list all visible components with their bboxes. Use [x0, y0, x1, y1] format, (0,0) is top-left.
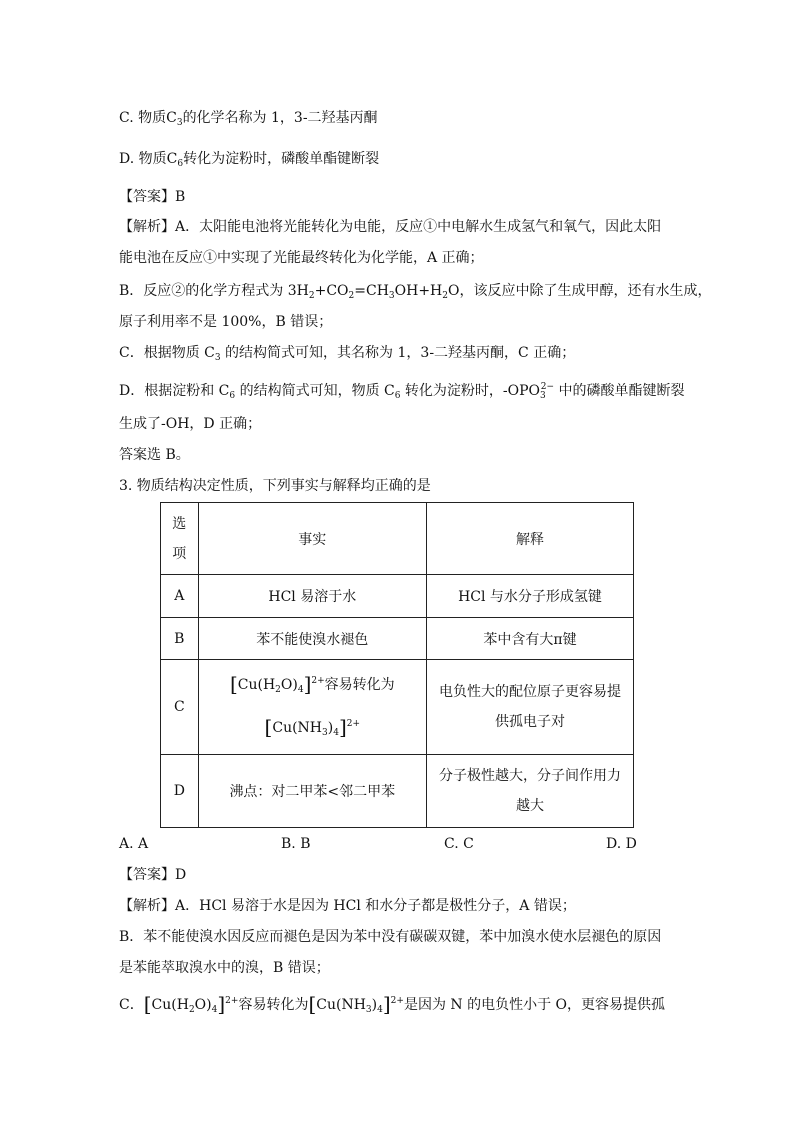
answer-choices: [119, 836, 635, 854]
analysis-2-line-a: 【解析】A．HCl 易溶于水是因为 HCl 和水分子都是极性分子，A 错误；: [119, 898, 576, 914]
analysis-2-line-c: C．$[Cu(H_2O)_4]^{2+}$容易转化为$[Cu(NH_3)_4]^{2+}$是因为 N 的电负性小于 O，更容易提供孤: [119, 992, 666, 1016]
analysis-2-line-b2: 是苯能萃取溴水中的溴，B 错误；: [119, 960, 330, 976]
row-d-fact: 沸点：对二甲苯<邻二甲苯: [198, 755, 426, 828]
table-row: [161, 575, 634, 618]
row-c-option: C: [161, 660, 199, 755]
answer-1: 【答案】B: [119, 189, 186, 205]
row-c-explanation: [427, 660, 634, 755]
answer-2: 【答案】D: [119, 867, 187, 883]
header-fact: 事实: [198, 503, 426, 575]
option-c-statement: C. 物质$C_3$的化学名称为 1，3-二羟基丙酮: [119, 110, 378, 128]
analysis-1-line-4: 原子利用率不是 100%，B 错误；: [119, 314, 333, 330]
choice-a: A. A: [119, 836, 149, 852]
choice-c: C. C: [444, 836, 474, 852]
row-b-explanation: 苯中含有大π键: [427, 618, 634, 660]
table-row: [161, 618, 634, 660]
row-b-fact: 苯不能使溴水褪色: [198, 618, 426, 660]
question-3-stem: 3. 物质结构决定性质，下列事实与解释均正确的是: [119, 478, 431, 494]
choice-b: B. B: [281, 836, 311, 852]
row-d-explanation-text: 分子极性越大，分子间作用力越大: [439, 768, 621, 814]
analysis-1-line-5: C．根据物质 $C_3$ 的结构简式可知，其名称为 1，3-二羟基丙酮，C 正确；: [119, 345, 576, 363]
facts-table: [160, 502, 634, 828]
row-c-fact: $[Cu(H_2O)_4]^{2+}$容易转化为 $[Cu(NH_3)_4]^{2+}$: [198, 660, 426, 755]
row-a-fact: HCl 易溶于水: [198, 575, 426, 618]
analysis-1-line-1: 【解析】A．太阳能电池将光能转化为电能，反应①中电解水生成氢气和氧气，因此太阳: [119, 219, 662, 235]
header-option-label: 选项: [172, 515, 187, 562]
analysis-1-line-2: 能电池在反应①中实现了光能最终转化为化学能，A 正确；: [119, 250, 484, 266]
header-explanation: 解释: [427, 503, 634, 575]
table-row: [161, 660, 634, 755]
header-option: [161, 503, 199, 575]
analysis-2-line-b1: B．苯不能使溴水因反应而褪色是因为苯中没有碳碳双键，苯中加溴水使水层褪色的原因: [119, 929, 662, 945]
analysis-1-line-7: 生成了-OH，D 正确；: [119, 416, 262, 432]
row-a-explanation: HCl 与水分子形成氢键: [427, 575, 634, 618]
row-d-explanation: [427, 755, 634, 828]
analysis-1-line-6: D．根据淀粉和 $C_6$ 的结构简式可知，物质 $C_6$ 转化为淀粉时，$-OPO_3^{2-}$ 中的磷酸单酯键断裂: [119, 382, 685, 401]
row-c-explanation-text: 电负性大的配位原子更容易提供孤电子对: [439, 684, 621, 730]
option-d-statement: D. 物质$C_6$转化为淀粉时，磷酸单酯键断裂: [119, 151, 380, 169]
row-a-option: A: [161, 575, 199, 618]
analysis-1-line-8: 答案选 B。: [119, 447, 190, 463]
row-d-option: D: [161, 755, 199, 828]
analysis-1-line-3: B．反应②的化学方程式为 $3H_2+CO_2=CH_3OH+H_2O$，该反应中除了生成甲醇，还有水生成，: [119, 283, 712, 301]
table-header-row: [161, 503, 634, 575]
choice-d: D. D: [606, 836, 637, 852]
table-row: [161, 755, 634, 828]
row-b-option: B: [161, 618, 199, 660]
